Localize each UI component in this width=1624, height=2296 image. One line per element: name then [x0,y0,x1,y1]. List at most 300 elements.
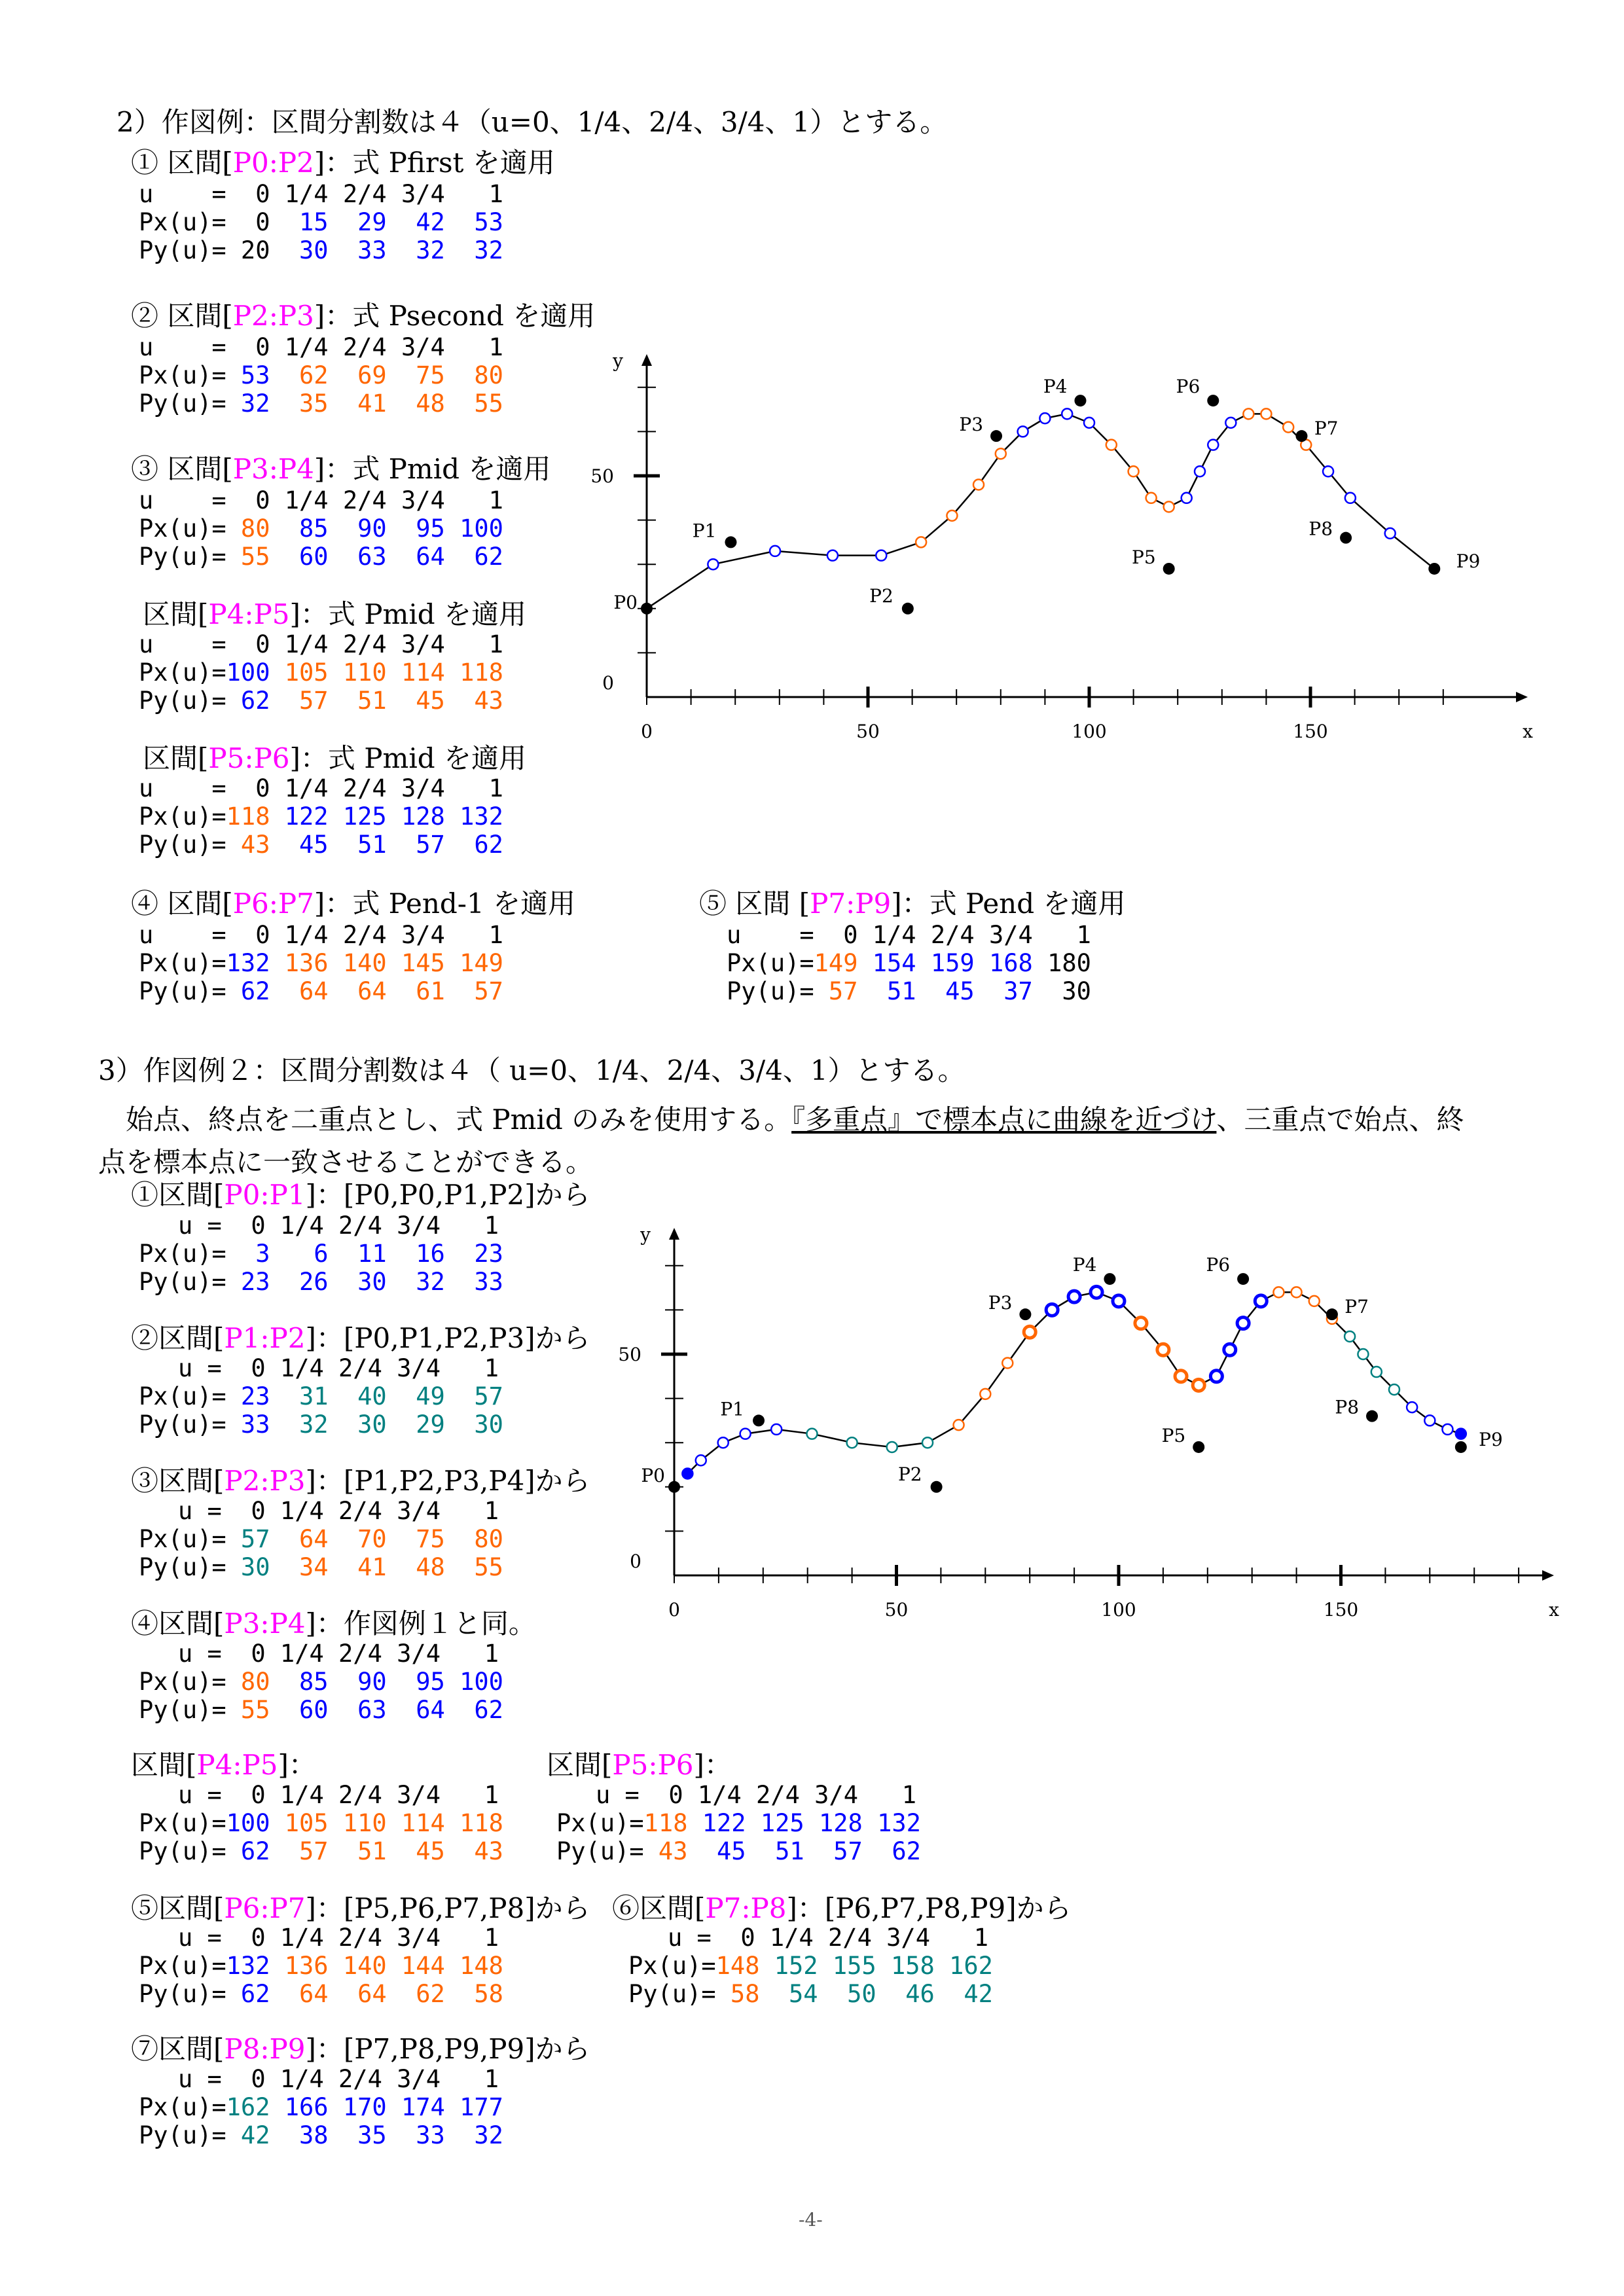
control-point [641,603,653,615]
control-point [668,1481,680,1493]
control-point-label: P4 [1072,1254,1097,1276]
block-title-range: P3:P4 [232,453,314,485]
value-row [139,1555,503,1579]
control-point-label: P6 [1206,1254,1231,1276]
block-title [131,1181,590,1209]
control-point [1340,532,1352,544]
control-point-label: P7 [1344,1296,1369,1318]
value-row [139,979,503,1003]
block-title [131,302,595,330]
curve-point [1385,528,1396,539]
block-title-suffix: ]：作図例１と同。 [305,1607,536,1640]
curve-point [708,559,718,569]
u-row: u = 0 1/4 2/4 3/4 1 [139,630,503,658]
value-row [139,1954,503,1978]
row-label: Py(u)= [139,1553,226,1581]
curve-point [1456,1429,1466,1439]
row-value: 3 [226,1240,270,1268]
row-label: Py(u)= [139,1268,226,1296]
value-row [139,1242,503,1266]
row-label: Py(u)= [727,977,814,1005]
value-row [139,516,503,541]
block-title-suffix: ]：式 Pmid を適用 [289,598,527,630]
row-value: 132 [444,802,503,831]
curve-point [771,1424,782,1435]
x-tick-label: 50 [856,721,880,742]
block-title-suffix: ]：[P1,P2,P3,P4]から [305,1465,590,1497]
row-label: Px(u)= [139,1809,226,1837]
row-value: 162 [226,2093,270,2121]
value-row [139,2123,503,2147]
row-value: 45 [916,977,975,1005]
row-value: 50 [818,1980,876,2008]
curve-point [1407,1402,1417,1412]
control-point [931,1481,943,1493]
row-value: 114 [386,658,445,687]
row-value: 155 [818,1952,876,1980]
block-title-range: P0:P2 [232,147,314,179]
block-title-suffix: ]：[P0,P1,P2,P3]から [305,1322,590,1354]
block-title-suffix: ]：[P0,P0,P1,P2]から [305,1179,590,1211]
row-value: 51 [328,831,387,859]
control-point [1193,1441,1204,1453]
curve-point [1135,1318,1147,1329]
row-value: 57 [386,831,445,859]
block-title-range: P5:P6 [612,1749,694,1781]
row-label: Px(u)= [139,361,226,389]
value-row [628,1954,993,1978]
curve-point [1442,1424,1453,1435]
row-label: Px(u)= [628,1952,716,1980]
row-value: 132 [226,949,270,977]
row-value: 122 [270,802,329,831]
control-point-label: P8 [1335,1396,1360,1418]
block-title [131,1892,590,1924]
row-value: 100 [226,658,270,687]
row-value: 6 [270,1240,329,1268]
row-label: Py(u)= [139,687,226,715]
row-label: Px(u)= [139,949,226,977]
curve-point [1182,493,1192,503]
row-value: 45 [270,831,329,859]
control-point-label: P9 [1456,550,1481,572]
row-value: 140 [328,949,387,977]
value-row [139,2095,503,2119]
row-value: 38 [270,2121,329,2149]
u-row: u = 0 1/4 2/4 3/4 1 [139,333,503,361]
row-value: 15 [270,208,329,236]
value-row [139,363,503,387]
row-label: Py(u)= [139,831,226,859]
block-title-prefix: ③ 区間[ [131,453,233,485]
block-title [131,1322,590,1354]
row-value: 64 [270,1525,329,1553]
curve-point [1175,1371,1187,1382]
block-title-suffix: ]：式 Psecond を適用 [314,300,596,332]
row-label: Py(u)= [139,236,226,264]
row-value: 33 [386,2121,445,2149]
y-tick-label: 0 [630,1551,641,1572]
x-tick-label: 50 [884,1599,909,1621]
control-point-label: P0 [641,1464,665,1486]
row-value: 177 [444,2093,503,2121]
block-title-prefix: ②区間[ [131,1322,225,1354]
block-title-range: P4:P5 [196,1749,278,1781]
row-value: 136 [270,949,329,977]
block-title [131,453,551,485]
block-title-suffix: ]：式 Pfirst を適用 [314,147,555,179]
row-value: 148 [444,1952,503,1980]
row-value: 62 [226,977,270,1005]
curve-point [916,537,926,547]
row-value: 158 [876,1952,935,1980]
row-value: 55 [444,389,503,418]
row-value: 57 [270,687,329,715]
control-point-label: P0 [613,591,638,613]
block-title [547,1751,732,1779]
row-label: Py(u)= [556,1837,644,1865]
row-value: 170 [328,2093,387,2121]
row-value: 23 [444,1240,503,1268]
row-value: 132 [862,1809,921,1837]
row-value: 110 [328,1809,387,1837]
row-label: Py(u)= [628,1980,716,2008]
row-value: 100 [444,514,503,543]
row-value: 125 [746,1809,804,1837]
row-label: Px(u)= [139,1668,226,1696]
x-tick-label: 150 [1323,1599,1359,1621]
row-value: 51 [746,1837,804,1865]
x-axis-arrow [1542,1570,1554,1581]
block-title-range: P1:P2 [224,1322,306,1354]
control-point-label: P7 [1314,418,1339,440]
row-value: 55 [226,543,270,571]
control-point-label: P1 [720,1398,745,1420]
row-value: 29 [386,1410,445,1439]
row-value: 23 [226,1382,270,1410]
row-value: 57 [270,1837,329,1865]
row-value: 51 [328,1837,387,1865]
control-point-label: P4 [1043,376,1068,398]
row-value: 95 [386,514,445,543]
section3-paragraph-line1: 始点、終点を二重点とし、式 Pmid のみを使用する。『多重点』で標本点に曲線を近づけ、三重点で始点、終 [98,1103,1464,1136]
y-axis-arrow [669,1228,679,1240]
block-title [699,890,1125,918]
block-title [131,1467,590,1495]
block-title-prefix: ①区間[ [131,1179,225,1211]
row-value: 105 [270,658,329,687]
row-label: Px(u)= [139,1382,226,1410]
row-value: 149 [444,949,503,977]
row-value: 51 [857,977,916,1005]
row-value: 64 [328,977,387,1005]
row-value: 80 [444,1525,503,1553]
curve-point [1261,408,1271,419]
row-value: 64 [386,1696,445,1724]
u-row: u = 0 1/4 2/4 3/4 1 [668,1924,989,1952]
u-row: u = 0 1/4 2/4 3/4 1 [139,921,503,949]
value-row [139,1811,503,1835]
curve-point [1237,1318,1249,1329]
row-value: 62 [270,361,329,389]
row-value: 166 [270,2093,329,2121]
control-point [1366,1410,1378,1422]
block-title [131,1751,316,1779]
control-point-label: P9 [1479,1428,1503,1450]
curve-line [687,1292,1460,1473]
curve-point [922,1437,933,1448]
block-title [612,1892,1072,1924]
row-label: Px(u)= [139,1952,226,1980]
y-axis-label: y [640,1224,651,1246]
row-value: 69 [328,361,387,389]
row-label: Px(u)= [727,949,814,977]
row-value: 149 [814,949,858,977]
value-row [727,979,1091,1003]
control-point [1428,563,1440,575]
row-value: 62 [444,1696,503,1724]
row-value: 53 [444,208,503,236]
value-row [139,833,503,857]
spline-chart-1 [589,340,1545,772]
row-value: 32 [386,1268,445,1296]
row-value: 128 [386,802,445,831]
u-row: u = 0 1/4 2/4 3/4 1 [596,1781,917,1809]
row-value: 30 [444,1410,503,1439]
block-title-suffix: ]：式 Pend を適用 [891,888,1126,920]
row-value: 30 [328,1410,387,1439]
row-label: Py(u)= [139,1696,226,1724]
row-value: 43 [444,1837,503,1865]
u-row: u = 0 1/4 2/4 3/4 1 [178,1354,499,1382]
curve-point [1068,1291,1080,1302]
row-value: 32 [226,389,270,418]
row-value: 46 [876,1980,935,2008]
row-value: 31 [270,1382,329,1410]
curve-line [647,414,1434,608]
row-value: 144 [386,1952,445,1980]
row-label: Px(u)= [139,1525,226,1553]
row-value: 62 [226,687,270,715]
curve-point [827,550,838,561]
row-value: 64 [270,977,329,1005]
control-point [1455,1441,1467,1453]
curve-point [1255,1295,1267,1307]
block-title-range: P2:P3 [232,300,314,332]
row-value: 114 [386,1809,445,1837]
row-label: Py(u)= [139,389,226,418]
row-value: 57 [804,1837,863,1865]
control-point-label: P5 [1161,1424,1186,1446]
row-value: 80 [444,361,503,389]
row-value: 100 [226,1809,270,1837]
row-value: 63 [328,1696,387,1724]
section3-paragraph-line2: 点を標本点に一致させることができる。 [98,1146,594,1178]
block-title-prefix: 区間[ [143,742,209,774]
row-value: 16 [386,1240,445,1268]
value-row [139,1839,503,1863]
row-value: 64 [386,543,445,571]
value-row [139,210,503,234]
block-title-prefix: 区間[ [131,1749,197,1781]
row-value: 57 [444,977,503,1005]
block-title-suffix: ]：式 Pend-1 を適用 [314,888,576,920]
curve-point [1193,1379,1204,1391]
row-value: 85 [270,514,329,543]
row-value: 43 [226,831,270,859]
row-value: 122 [687,1809,746,1837]
x-tick-label: 100 [1072,721,1107,742]
row-value: 30 [1032,977,1091,1005]
control-point [1207,395,1219,406]
row-value: 43 [444,687,503,715]
block-title-range: P0:P1 [224,1179,306,1211]
block-title [131,890,575,918]
y-axis-label: y [613,350,623,372]
curve-point [1164,501,1174,512]
block-title-prefix: ⑦区間[ [131,2033,225,2065]
u-row: u = 0 1/4 2/4 3/4 1 [139,180,503,208]
curve-point [682,1469,693,1479]
value-row [139,951,503,975]
row-label: Py(u)= [139,1837,226,1865]
row-value: 118 [444,658,503,687]
row-value: 11 [328,1240,387,1268]
row-value: 37 [974,977,1033,1005]
u-row: u = 0 1/4 2/4 3/4 1 [178,1211,499,1240]
section3-heading: 3）作図例２：区間分割数は４（ u=0、1/4、2/4、3/4、1）とする。 [98,1054,965,1086]
curve-point [1225,418,1236,428]
row-value: 42 [226,2121,270,2149]
row-value: 33 [444,1268,503,1296]
block-title-prefix: 区間[ [143,598,209,630]
row-value: 48 [386,1553,445,1581]
row-value: 30 [270,236,329,264]
curve-point [1018,426,1028,437]
u-row: u = 0 1/4 2/4 3/4 1 [178,1497,499,1525]
curve-point [1002,1358,1013,1369]
block-title-suffix: ]：[P7,P8,P9,P9]から [305,2033,590,2065]
block-title-suffix: ]：式 Pmid を適用 [289,742,527,774]
x-axis-label: x [1549,1599,1559,1621]
curve-point [1243,408,1254,419]
row-value: 54 [759,1980,818,2008]
row-value: 48 [386,389,445,418]
u-row: u = 0 1/4 2/4 3/4 1 [178,1640,499,1668]
block-title [131,149,555,177]
row-value: 35 [328,2121,387,2149]
control-point-label: P8 [1308,518,1333,540]
curve-point [1210,1371,1222,1382]
row-value: 55 [444,1553,503,1581]
y-axis-arrow [641,354,652,366]
control-point [990,430,1002,442]
block-title-suffix: ]： [278,1749,316,1781]
row-value: 100 [444,1668,503,1696]
row-value: 128 [804,1809,863,1837]
control-point [1295,430,1307,442]
row-value: 80 [226,1668,270,1696]
block-title-prefix: ① 区間[ [131,147,233,179]
row-value: 70 [328,1525,387,1553]
value-row [139,238,503,262]
block-title-suffix: ]：式 Pmid を適用 [314,453,551,485]
curve-point [1309,1296,1320,1306]
row-label: Px(u)= [139,1240,226,1268]
row-value: 64 [328,1980,387,2008]
curve-point [1389,1384,1399,1395]
row-value: 45 [386,1837,445,1865]
block-title-prefix: ⑤区間[ [131,1892,225,1924]
block-title-prefix: ④区間[ [131,1607,225,1640]
row-value: 64 [270,1980,329,2008]
value-row [628,1982,993,2006]
block-title-range: P5:P6 [208,742,290,774]
curve-point [947,511,957,521]
row-value: 60 [270,1696,329,1724]
row-value: 32 [444,236,503,264]
value-row [139,391,503,416]
row-value: 35 [270,389,329,418]
row-value: 148 [715,1952,760,1980]
block-title-suffix: ]：[P6,P7,P8,P9]から [786,1892,1072,1924]
row-label: Px(u)= [556,1809,644,1837]
row-value: 154 [857,949,916,977]
row-value: 180 [1032,949,1091,977]
control-point-label: P2 [897,1463,922,1485]
value-row [139,1698,503,1722]
value-row [139,1982,503,2006]
row-value: 61 [386,977,445,1005]
value-row [556,1839,921,1863]
block-title-range: P7:P8 [705,1892,787,1924]
row-value: 55 [226,1696,270,1724]
row-value: 57 [814,977,858,1005]
row-value: 136 [270,1952,329,1980]
block-title-prefix: ④ 区間[ [131,888,233,920]
control-point [902,603,914,615]
row-value: 118 [226,802,270,831]
control-point [753,1414,765,1426]
control-point [1237,1273,1249,1285]
row-value: 30 [226,1553,270,1581]
curve-point [973,480,984,490]
block-title-range: P2:P3 [224,1465,306,1497]
control-point [1326,1308,1338,1320]
curve-point [1039,413,1050,423]
curve-point [718,1437,729,1448]
row-value: 42 [934,1980,993,2008]
row-value: 152 [759,1952,818,1980]
curve-point [1224,1344,1236,1355]
row-value: 62 [226,1980,270,2008]
row-label: Py(u)= [139,2121,226,2149]
curve-point [696,1455,706,1465]
row-value: 45 [687,1837,746,1865]
curve-point [806,1429,817,1439]
row-value: 80 [226,514,270,543]
row-value: 75 [386,1525,445,1553]
row-value: 90 [328,514,387,543]
control-point [1163,563,1175,575]
curve-point [1208,440,1218,450]
block-title-prefix: 区間[ [547,1749,613,1781]
curve-point [1323,466,1333,476]
row-value: 125 [328,802,387,831]
row-value: 32 [386,236,445,264]
row-label: Py(u)= [139,977,226,1005]
block-title-range: P3:P4 [224,1607,306,1640]
